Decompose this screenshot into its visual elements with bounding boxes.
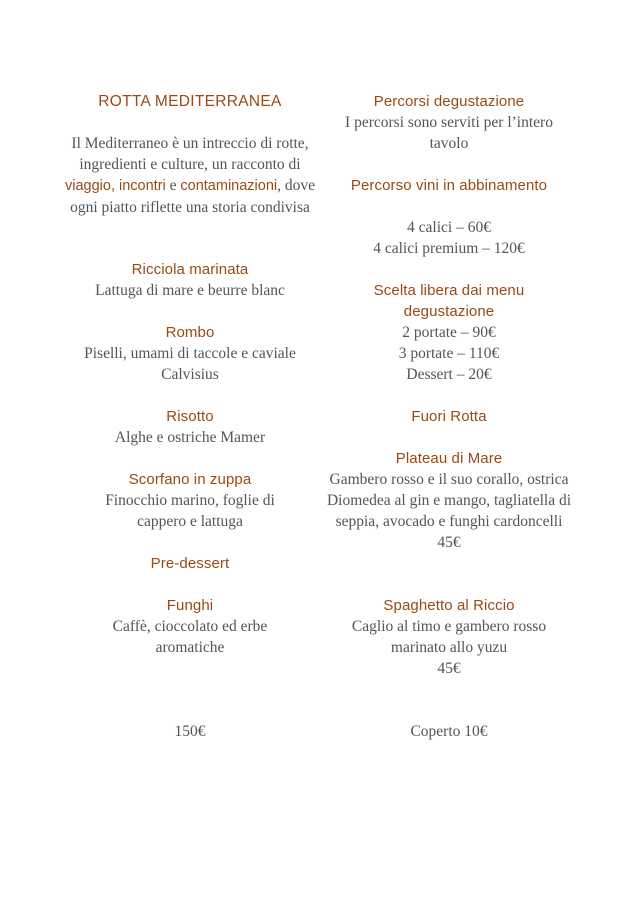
course-item (62, 469, 318, 532)
dish-item (322, 448, 576, 553)
course-description: Finocchio marino, foglie di cappero e lattuga (105, 492, 275, 530)
course-name: Ricciola marinata (131, 261, 249, 278)
dish-description: Caglio al timo e gambero rosso marinato allo yuzu (351, 618, 547, 656)
course-description: Piselli, umami di taccole e caviale Calvisius (84, 345, 296, 383)
wine-option: 4 calici premium – 120€ (373, 240, 525, 257)
course-name: Funghi (166, 597, 214, 614)
wine-pairing (322, 175, 576, 259)
free-choice-option: Dessert – 20€ (406, 366, 492, 383)
tasting-info (322, 91, 576, 154)
dish-price: 45€ (437, 534, 461, 551)
intro-separator: , (110, 178, 119, 194)
course-item (62, 553, 318, 574)
tasting-heading: Percorsi degustazione (373, 93, 525, 110)
dish-item (322, 595, 576, 679)
cover-charge: Coperto 10€ (410, 723, 488, 740)
intro-highlight-contaminazioni: contaminazioni (180, 178, 278, 194)
course-name: Pre-dessert (150, 555, 230, 572)
course-name: Risotto (166, 408, 214, 425)
course-item (62, 259, 318, 301)
intro-text-2: e (165, 177, 181, 194)
intro-highlight-incontri: incontri (119, 178, 166, 194)
tasting-description: I percorsi sono serviti per l’intero tavolo (345, 114, 553, 152)
course-description: Caffè, cioccolato ed erbe aromatiche (112, 618, 268, 656)
intro-text-1: Il Mediterraneo è un intreccio di rotte, ingredienti e culture, un racconto di (71, 135, 309, 173)
course-name: Scorfano in zuppa (128, 471, 252, 488)
menu-title: ROTTA MEDITERRANEA (98, 93, 282, 110)
wine-option: 4 calici – 60€ (407, 219, 491, 236)
course-description: Alghe e ostriche Mamer (114, 429, 266, 446)
free-choice-option: 2 portate – 90€ (402, 324, 496, 341)
intro-highlight-viaggio: viaggio (64, 178, 111, 194)
wine-pairing-heading: Percorso vini in abbinamento (350, 177, 548, 194)
free-choice-heading: Scelta libera dai menu degustazione (373, 282, 525, 320)
course-item (62, 595, 318, 658)
dish-name: Plateau di Mare (395, 450, 503, 467)
free-choice (322, 280, 576, 385)
menu-intro (62, 133, 318, 218)
dish-name: Spaghetto al Riccio (383, 597, 515, 614)
free-choice-option: 3 portate – 110€ (398, 345, 500, 362)
intro-text-3: , dove ogni piatto riflette una storia condivisa (70, 177, 316, 216)
course-item (62, 406, 318, 448)
course-item (62, 322, 318, 385)
course-name: Rombo (165, 324, 215, 341)
menu-price: 150€ (174, 723, 206, 740)
dish-price: 45€ (437, 660, 461, 677)
dish-description: Gambero rosso e il suo corallo, ostrica Diomedea al gin e mango, tagliatella di seppia, avocado e funghi cardoncelli (326, 471, 572, 530)
fuori-rotta-heading: Fuori Rotta (411, 408, 487, 425)
course-description: Lattuga di mare e beurre blanc (95, 282, 285, 299)
